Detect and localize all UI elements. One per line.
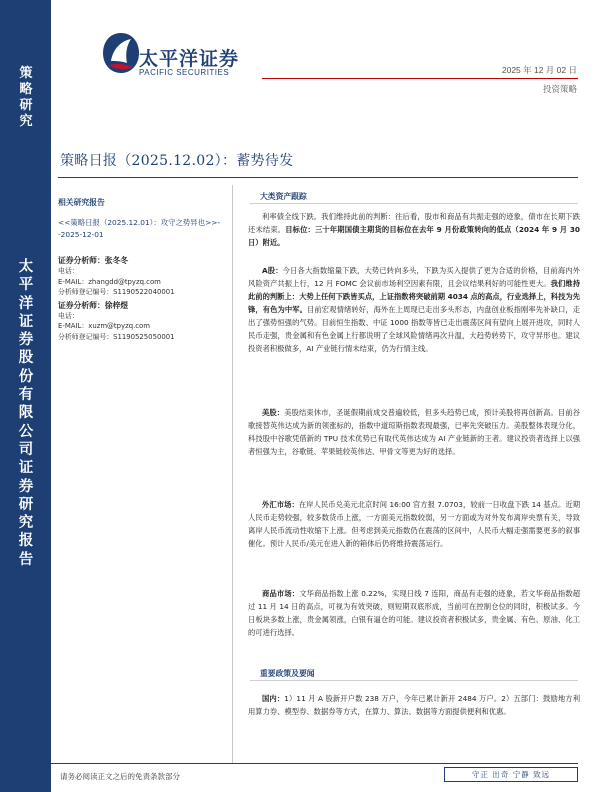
sidebar-char: 股: [18, 349, 34, 367]
sidebar-char: 券: [18, 331, 34, 349]
a-shares-view: 我们维持此前的判断上：大势上任何下跌皆买点，上证指数将突破前期 4034 点的高点，行业选择上，科技为先锋，有色为中军。: [248, 279, 580, 314]
sidebar-char: 略: [19, 82, 33, 97]
sidebar-char: 券: [18, 477, 34, 495]
a-shares-text-1: 今日各大指数缩量下跌，大势已转向多头，下跌为买入提供了更为合适的价格，目前海内外风险资产共振上行，12 月 FOMC 会议前市场利空因素有限，且会议结果利好的可能性更大。: [248, 266, 580, 288]
analyst-email[interactable]: E-MAIL：zhangdd@tpyzq.com: [58, 277, 161, 286]
analyst-card: [58, 255, 224, 298]
pacific-securities-logo: [101, 31, 141, 75]
paragraph-domestic-news: [248, 692, 580, 718]
analyst-phone: 电话：: [58, 267, 79, 275]
us-stocks-text: 美股结束休市，圣诞假期前成交普遍较低，但多头趋势已成，预计美股将再创新高。目前谷歌接替英伟达成为新的领涨标的，指数中道琼斯指数表现最强，已率先突破压力。美股整体表现分化，科技股中谷歌凭借新的 TPU 技术优势已有取代英伟达成为 AI 产业链新的王者。建议投资者选择上以强者恒强为主，谷歌链、苹果链较英伟达、甲骨文等更为好的选择。: [248, 408, 581, 456]
sidebar-char: 策: [19, 66, 33, 81]
sidebar-char: 份: [18, 367, 34, 385]
header-divider: [262, 78, 578, 79]
related-report-link[interactable]: <<策略日报（2025.12.01）：攻守之势异也>>--2025-12-01: [58, 218, 221, 239]
related-reports-heading: 相关研究报告: [58, 198, 105, 207]
sidebar-char: 有: [18, 386, 34, 404]
sidebar-char: 公: [18, 422, 34, 440]
sidebar-char: 证: [18, 312, 34, 330]
report-date: 2025 年 12 月 02 日: [501, 65, 577, 75]
section-heading-policy-news: 重要政策及要闻: [260, 669, 315, 678]
section-divider: [250, 680, 578, 681]
footer-disclaimer: 请务必阅读正文之后的免责条款部分: [60, 772, 180, 781]
sidebar: [0, 0, 51, 792]
sidebar-char: 太: [18, 258, 34, 275]
analyst-title: 证券分析师：张冬冬: [58, 256, 129, 265]
section-heading-major-assets: 大类资产跟踪: [260, 192, 307, 201]
analyst-phone: 电话：: [58, 311, 79, 320]
brand-name-en: PACIFIC SECURITIES: [139, 68, 230, 77]
commodities-lead: 商品市场：: [262, 589, 300, 598]
sidebar-char: 平: [18, 276, 34, 294]
sidebar-char: 证: [18, 459, 34, 477]
sidebar-char: 司: [18, 440, 34, 458]
us-stocks-lead: 美股：: [262, 408, 285, 417]
sidebar-char: 研: [19, 98, 33, 113]
analyst-license: 分析师登记编号：S1190522040001: [58, 288, 175, 297]
fx-text: 在岸人民币兑美元北京时间 16:00 官方报 7.0703，较前一日收盘下跌 14 基点。近期人民币走势较强，较多数货币上涨，一方面美元指数较弱，另一方面或为对外发布离岸央票有关，导致离岸人民币流动性收缩下上涨。但考虑到美元指数仍在震荡的区间中，人民币大幅走强需要更多的叙事催化。预计人民币/美元在进入新的箱体后仍将维持震荡运行。: [248, 500, 581, 548]
paragraph-fx: [248, 498, 580, 550]
fx-lead: 外汇市场：: [262, 500, 299, 509]
sidebar-char: 究: [18, 514, 34, 532]
sidebar-char: 究: [19, 114, 33, 129]
analyst-license: 分析师登记编号：S1190525050001: [58, 332, 175, 341]
sidebar-label-strategy: [16, 66, 36, 130]
footer-divider: [51, 763, 578, 764]
analyst-title: 证券分析师：徐梓煜: [58, 300, 129, 310]
report-category: 投资策略: [542, 85, 577, 95]
sidebar-char: 告: [18, 550, 34, 568]
sidebar-char: 限: [18, 404, 34, 422]
title-divider: [58, 177, 578, 178]
analyst-email[interactable]: E-MAIL：xuzm@tpyzq.com: [58, 322, 150, 331]
sidebar-char: 洋: [18, 294, 34, 312]
section-divider: [250, 203, 578, 204]
domestic-lead: 国内：: [262, 694, 285, 703]
sidebar-char: 研: [18, 495, 34, 513]
paragraph-commodities: [248, 587, 580, 639]
domestic-text: 1）11 月 A 股新开户数 238 万户，今年已累计新开 2484 万户。2）五部门：鼓励地方利用算力券、模型券、数据券等方式，在算力、算法、数据等方面提供便利和优惠。: [248, 694, 580, 716]
a-shares-text-2: 目前宏观情绪转好，海外在上周现已走出多头形态，内盘创业板指刚率先补缺口，走出了强势恒强的气势。目前恒生指数、中证 1000 指数等皆已走出震荡区间有望向上展开进攻，同时人民币走强，贵金属和有色金属上行都说明了全球风险情绪再次升温，大趋势转势下，攻守异形也。建议投资者积极做多，AI 产业链行情未结束，仍为行情主线。: [248, 305, 581, 353]
sidebar-char: 报: [18, 532, 34, 550]
paragraph-us-stocks: [248, 406, 580, 458]
analyst-card: [58, 300, 224, 343]
report-title: 策略日报（2025.12.02）：蓄势待发: [60, 153, 294, 169]
footer-motto: 守正 出奇 宁静 致远: [444, 767, 578, 782]
paragraph-rates: [248, 210, 580, 249]
brand-name-cn: 太平洋证券: [139, 48, 240, 70]
commodities-text: 文华商品指数上涨 0.22%，实现日线 7 连阳，商品有走强的迹象，若文华商品指数超过 11 月 14 日的高点，可视为有效突破，则短期双底形成，当前可在控制仓位的同时，积极试多。今日板块多数上涨，贵金属领涨，白银有逼仓的可能。建议投资者积极试多，贵金属、有色、原油、化工的可进行选择。: [248, 589, 581, 637]
sidebar-label-company: [15, 258, 37, 569]
left-info-column: [58, 197, 224, 343]
column-divider: [232, 185, 233, 763]
paragraph-a-shares: [248, 264, 580, 355]
a-shares-lead: A股：: [262, 266, 283, 275]
rates-text: 利率债全线下跌。我们维持此前的判断：往后看，股市和商品有共振走强的迹象，债市在长期下跌还未结束。: [248, 212, 580, 234]
rates-target: 目标位：三十年期国债主期货的目标位在去年 9 月份政策转向的低点（2024 年 9 月 30 日）附近。: [248, 225, 581, 247]
